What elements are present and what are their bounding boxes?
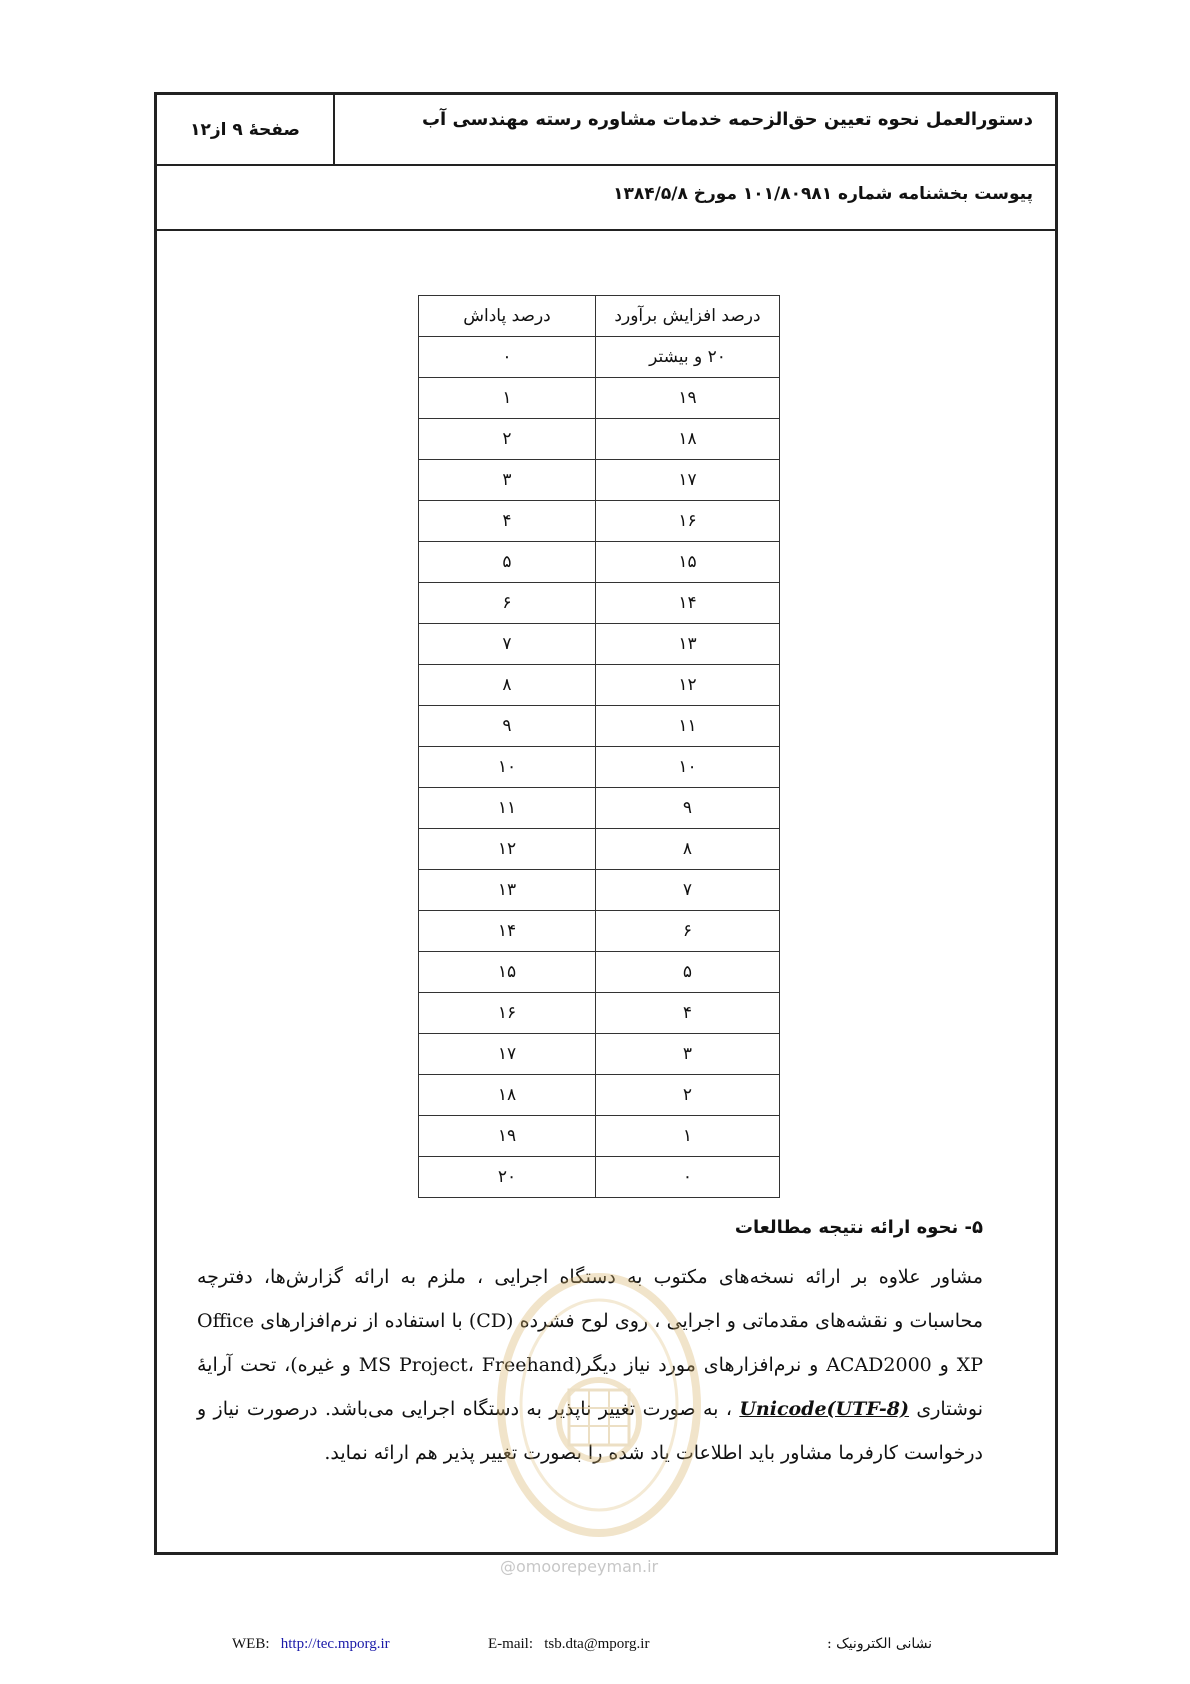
increase-cell: ۸ <box>596 829 780 870</box>
table-row <box>419 378 780 419</box>
table-row <box>419 460 780 501</box>
page-frame <box>154 92 1058 1576</box>
table-row <box>419 788 780 829</box>
increase-cell: ۹ <box>596 788 780 829</box>
paragraph-text-2: ، به صورت تغییر ناپذیر به دستگاه اجرایی می‌باشد. درصورت نیاز و درخواست کارفرما مشاور باید اطلاعات یاد شده را بصورت تغییر پذیر هم ارائه نماید. <box>197 1398 983 1464</box>
table-row <box>419 747 780 788</box>
reward-cell: ۲ <box>419 419 596 460</box>
table-row <box>419 624 780 665</box>
table-row <box>419 1157 780 1198</box>
reward-cell: ۱۷ <box>419 1034 596 1075</box>
table-row <box>419 419 780 460</box>
header-increase-percent: درصد افزایش برآورد <box>596 296 780 337</box>
annex-row <box>157 166 1055 231</box>
reward-cell: ۷ <box>419 624 596 665</box>
watermark-seal-icon <box>497 1270 702 1540</box>
table-row <box>419 1034 780 1075</box>
email-address[interactable]: tsb.dta@mporg.ir <box>544 1636 650 1652</box>
web-link[interactable]: http://tec.mporg.ir <box>280 1636 390 1652</box>
table-row <box>419 1075 780 1116</box>
increase-cell: ۶ <box>596 911 780 952</box>
increase-cell: ۱۳ <box>596 624 780 665</box>
reward-cell: ۰ <box>419 337 596 378</box>
reward-cell: ۹ <box>419 706 596 747</box>
increase-cell: ۱۸ <box>596 419 780 460</box>
table-row <box>419 583 780 624</box>
table-row <box>419 952 780 993</box>
footer-address-label: نشانی الکترونیک : <box>827 1636 933 1652</box>
reward-cell: ۱۶ <box>419 993 596 1034</box>
reward-cell: ۱۱ <box>419 788 596 829</box>
header-reward-percent: درصد پاداش <box>419 296 596 337</box>
unicode-term: Unicode(UTF-8) <box>739 1398 909 1420</box>
increase-cell: ۱۲ <box>596 665 780 706</box>
reward-cell: ۱۳ <box>419 870 596 911</box>
table-header-row <box>419 296 780 337</box>
increase-cell: ۱۵ <box>596 542 780 583</box>
page-number: صفحهٔ ۹ از۱۲ <box>157 95 335 164</box>
increase-cell: ۱۹ <box>596 378 780 419</box>
reward-cell: ۲۰ <box>419 1157 596 1198</box>
increase-cell: ۳ <box>596 1034 780 1075</box>
increase-cell: ۴ <box>596 993 780 1034</box>
table-row <box>419 993 780 1034</box>
increase-cell: ۱۰ <box>596 747 780 788</box>
reward-cell: ۶ <box>419 583 596 624</box>
table-row <box>419 337 780 378</box>
email-label: E-mail: <box>488 1636 533 1652</box>
table-body <box>419 337 780 1198</box>
table-row <box>419 829 780 870</box>
increase-cell: ۵ <box>596 952 780 993</box>
reward-table <box>418 295 780 1198</box>
reward-cell: ۴ <box>419 501 596 542</box>
table-row <box>419 706 780 747</box>
table-row <box>419 542 780 583</box>
table-row <box>419 501 780 542</box>
reward-cell: ۱ <box>419 378 596 419</box>
table-row <box>419 870 780 911</box>
increase-cell: ۷ <box>596 870 780 911</box>
watermark-text: @omoorepeyman.ir <box>500 1557 659 1576</box>
web-label: WEB: <box>232 1636 270 1652</box>
increase-cell: ۱۷ <box>596 460 780 501</box>
reward-cell: ۵ <box>419 542 596 583</box>
increase-cell: ۲۰ و بیشتر <box>596 337 780 378</box>
reward-cell: ۸ <box>419 665 596 706</box>
section-title: ۵- نحوه ارائه نتیجه مطالعات <box>734 1217 983 1238</box>
reward-cell: ۳ <box>419 460 596 501</box>
paragraph-text-1: مشاور علاوه بر ارائه نسخه‌های مکتوب به دستگاه اجرایی ، ملزم به ارائه گزارش‌ها، دفترچه محاسبات و نقشه‌های مقدماتی و اجرایی ، روی لوح فشرده (CD) با استفاده از نرم‌افزارهای Office XP و ACAD2000 و نرم‌افزارهای مورد نیاز دیگر(MS Project، Freehand و غیره)، تحت آرایهٔ نوشتاری <box>197 1266 984 1420</box>
footer-web <box>232 1636 390 1653</box>
increase-cell: ۱۱ <box>596 706 780 747</box>
reward-cell: ۱۵ <box>419 952 596 993</box>
annex-reference: پیوست بخشنامه شماره ۱۰۱/۸۰۹۸۱ مورخ ۱۳۸۴/۵/۸ <box>613 184 1033 204</box>
header-row <box>157 95 1055 166</box>
increase-cell: ۱ <box>596 1116 780 1157</box>
increase-cell: ۱۴ <box>596 583 780 624</box>
table-row <box>419 665 780 706</box>
reward-cell: ۱۹ <box>419 1116 596 1157</box>
document-title: دستورالعمل نحوه تعیین حق‌الزحمه خدمات مشاوره رسته مهندسی آب <box>421 109 1033 130</box>
table-row <box>419 911 780 952</box>
reward-cell: ۱۲ <box>419 829 596 870</box>
footer-email <box>488 1636 649 1653</box>
increase-cell: ۱۶ <box>596 501 780 542</box>
table-row <box>419 1116 780 1157</box>
reward-cell: ۱۰ <box>419 747 596 788</box>
increase-cell: ۰ <box>596 1157 780 1198</box>
reward-cell: ۱۸ <box>419 1075 596 1116</box>
increase-cell: ۲ <box>596 1075 780 1116</box>
reward-cell: ۱۴ <box>419 911 596 952</box>
